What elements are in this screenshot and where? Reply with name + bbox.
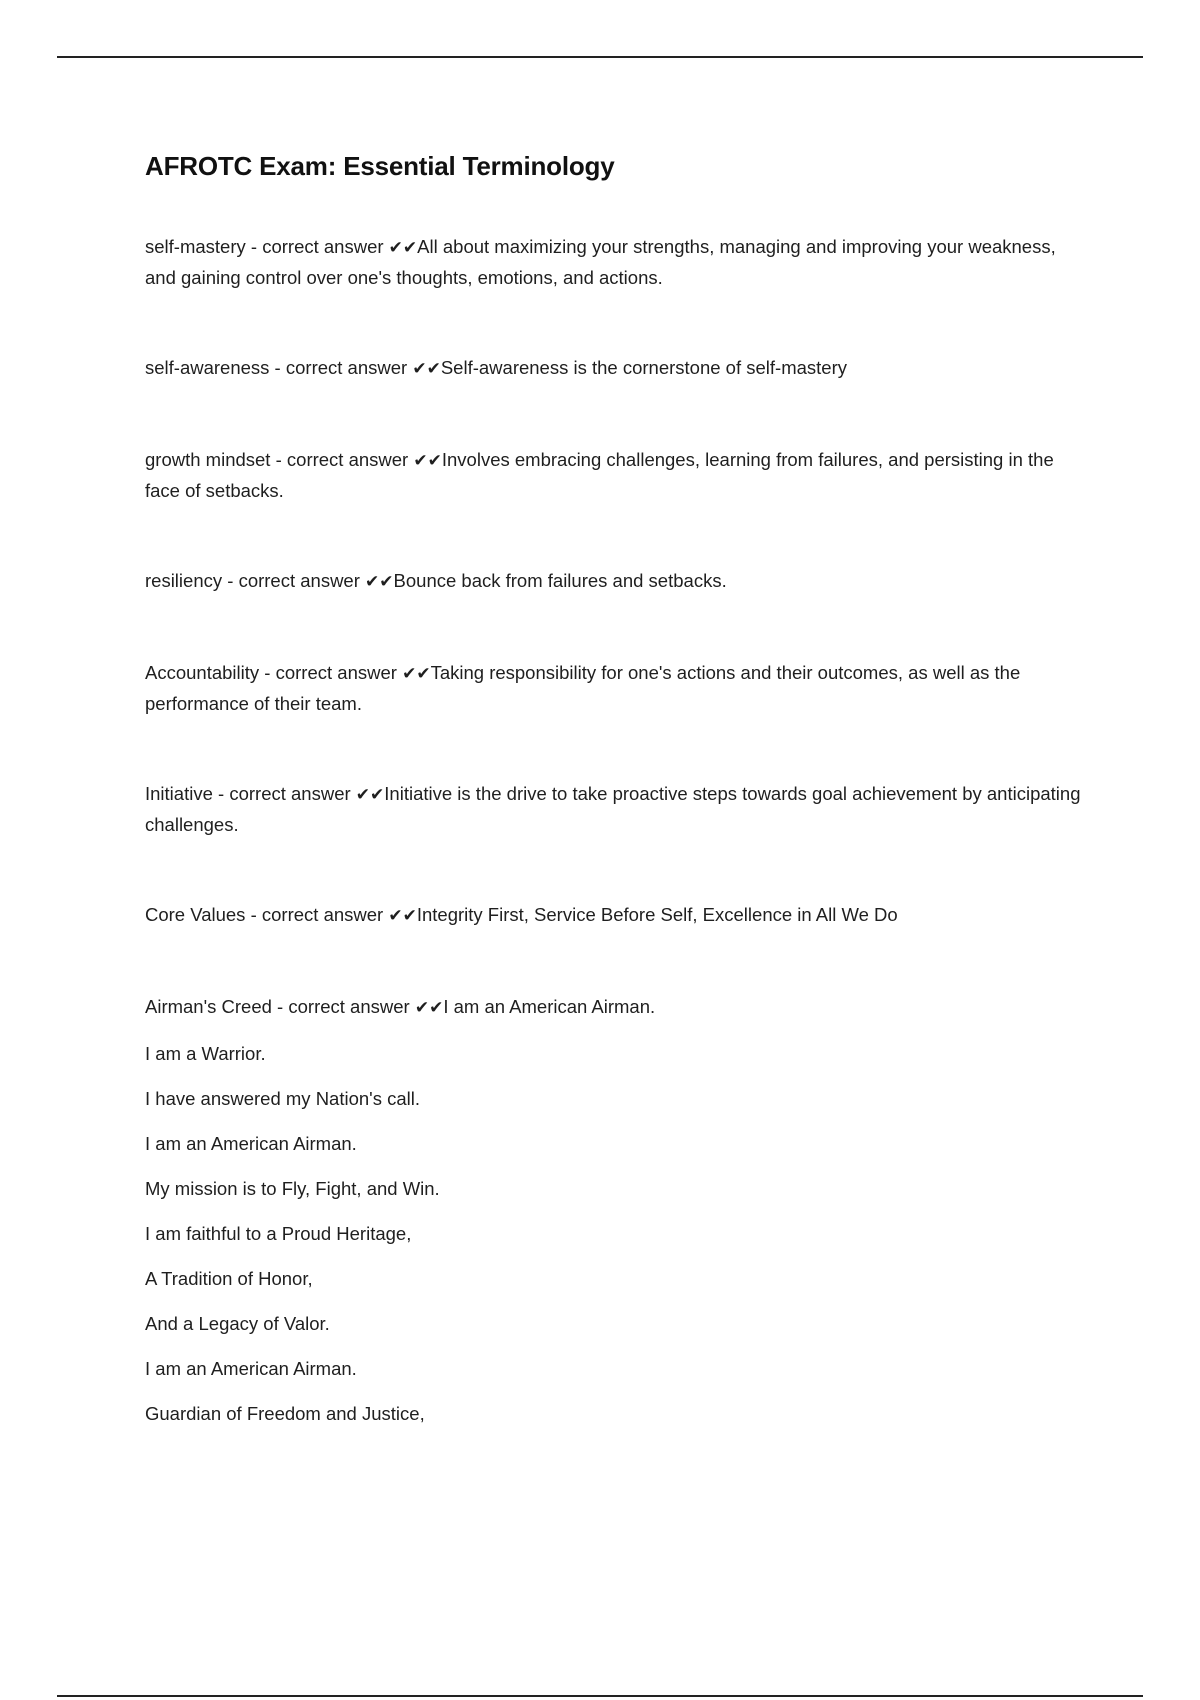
creed-line: I am an American Airman. [145, 1358, 357, 1379]
term-name: growth mindset [145, 449, 271, 470]
term-definition: Bounce back from failures and setbacks. [393, 570, 727, 591]
double-check-icon: ✔✔ [402, 664, 431, 684]
creed-line: I am an American Airman. [145, 1133, 357, 1154]
answer-marker: correct answer [262, 236, 384, 257]
term-separator: - [245, 904, 262, 925]
term-entry [145, 566, 1085, 597]
answer-marker: correct answer [261, 904, 384, 925]
term-name: Initiative [145, 783, 213, 804]
double-check-icon: ✔✔ [355, 785, 385, 805]
answer-marker: correct answer [238, 570, 360, 591]
creed-line: I have answered my Nation's call. [145, 1088, 420, 1109]
term-entry [145, 992, 1085, 1023]
term-name: Accountability [145, 662, 260, 683]
creed-line: My mission is to Fly, Fight, and Win. [145, 1178, 440, 1199]
term-separator: - [271, 996, 289, 1017]
term-definition: Integrity First, Service Before Self, Excellence in All We Do [416, 904, 898, 925]
double-check-icon: ✔✔ [365, 572, 394, 592]
term-definition: Self-awareness is the cornerstone of self-mastery [440, 357, 847, 378]
creed-lines [145, 1039, 1085, 1428]
term-separator: - [270, 449, 287, 470]
creed-first-line: I am an American Airman. [443, 996, 656, 1017]
term-definition: Initiative is the drive to take proactive steps towards goal achievement by anticipating challenges. [145, 783, 1081, 835]
creed-line: And a Legacy of Valor. [145, 1313, 330, 1334]
term-entry [145, 658, 1085, 718]
term-name: resiliency [145, 570, 223, 591]
answer-marker: correct answer [288, 996, 410, 1017]
creed-line: I am a Warrior. [145, 1043, 266, 1064]
answer-marker: correct answer [286, 449, 409, 470]
term-name: self-mastery [145, 236, 246, 257]
double-check-icon: ✔✔ [413, 451, 442, 471]
page-title: AFROTC Exam: Essential Terminology [145, 151, 615, 181]
double-check-icon: ✔✔ [388, 906, 417, 926]
term-separator: - [245, 236, 263, 257]
creed-line: Guardian of Freedom and Justice, [145, 1403, 425, 1424]
term-entry [145, 445, 1085, 505]
terminology-list [145, 232, 1085, 1428]
creed-line: I am faithful to a Proud Heritage, [145, 1223, 412, 1244]
term-entry [145, 353, 1085, 384]
term-definition: All about maximizing your strengths, managing and improving your weakness, and gaining control over one's thoughts, emotions, and actions. [145, 236, 1056, 288]
term-name: Core Values [145, 904, 246, 925]
term-definition: Involves embracing challenges, learning from failures, and persisting in the face of setbacks. [145, 449, 1054, 501]
answer-marker: correct answer [285, 357, 408, 378]
term-separator: - [212, 783, 230, 804]
answer-marker: correct answer [275, 662, 397, 683]
document-body [145, 146, 1085, 1444]
term-entry [145, 779, 1085, 839]
term-entry [145, 900, 1085, 931]
answer-marker: correct answer [229, 783, 351, 804]
term-name: Airman's Creed [145, 996, 272, 1017]
double-check-icon: ✔✔ [388, 238, 418, 258]
double-check-icon: ✔✔ [412, 359, 441, 379]
term-definition: Taking responsibility for one's actions and their outcomes, as well as the performance of their team. [145, 662, 1021, 714]
term-separator: - [222, 570, 239, 591]
term-entry [145, 232, 1085, 292]
top-divider [57, 56, 1143, 58]
term-separator: - [259, 662, 276, 683]
double-check-icon: ✔✔ [414, 998, 444, 1018]
term-separator: - [269, 357, 286, 378]
creed-line: A Tradition of Honor, [145, 1268, 313, 1289]
term-name: self-awareness [145, 357, 270, 378]
bottom-divider [57, 1695, 1143, 1697]
